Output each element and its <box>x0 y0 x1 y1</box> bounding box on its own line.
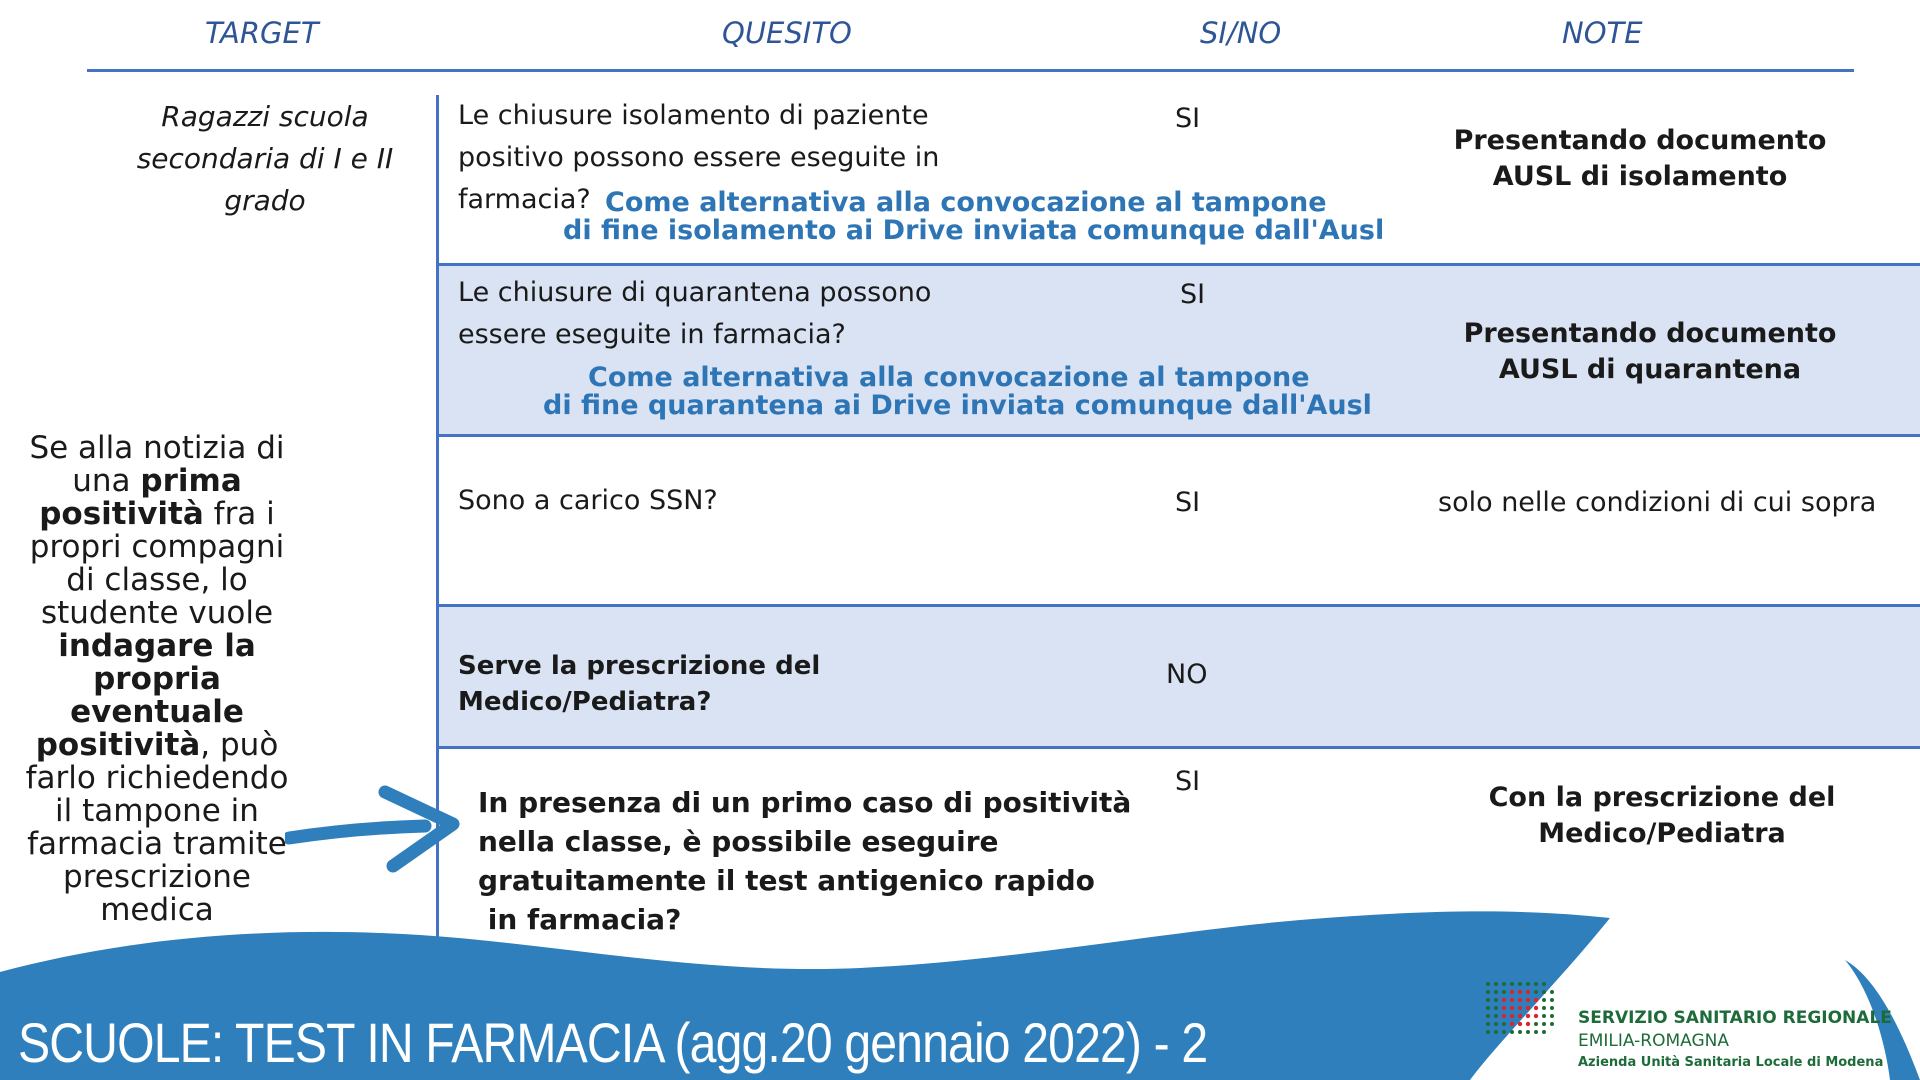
note-line: Medico/Pediatra <box>1538 818 1786 849</box>
side-line: farmacia tramite <box>27 826 287 862</box>
note-line: AUSL di isolamento <box>1492 161 1788 192</box>
answer-row-1: SI <box>1175 103 1201 134</box>
question-line: essere eseguite in farmacia? <box>458 319 846 350</box>
header-note: NOTE <box>1562 16 1643 50</box>
ssr-logo-icon <box>1482 978 1572 1068</box>
note-highlight: di fine isolamento ai Drive inviata comunque dall'Ausl <box>563 215 1385 246</box>
side-fragment-bold: prima <box>140 463 242 499</box>
answer-row-5: SI <box>1175 766 1201 797</box>
side-line: Se alla notizia di <box>29 430 285 466</box>
question-line: Serve la prescrizione del <box>458 651 821 681</box>
note-line: Con la prescrizione del <box>1488 782 1836 813</box>
question-line: gratuitamente il test antigenico rapido <box>478 864 1095 897</box>
answer-row-3: SI <box>1175 487 1201 518</box>
side-fragment: una <box>72 463 141 499</box>
side-line: di classe, lo <box>66 562 248 598</box>
note-line: Presentando documento <box>1453 125 1827 156</box>
side-line: studente vuole <box>40 595 274 631</box>
question-line: farmacia? <box>458 184 591 215</box>
note-line: Presentando documento <box>1463 318 1837 349</box>
side-fragment: fra i <box>203 496 275 532</box>
side-fragment-bold: positività <box>39 496 204 532</box>
side-line: propria <box>93 661 221 697</box>
header-target: TARGET <box>205 16 319 50</box>
note-row-3: solo nelle condizioni di cui sopra <box>1438 487 1877 518</box>
question-row-3: Sono a carico SSN? <box>458 485 718 516</box>
side-fragment: , può <box>200 727 279 763</box>
side-line: il tampone in <box>55 793 259 829</box>
side-line: eventuale <box>70 694 244 730</box>
note-highlight: di fine quarantena ai Drive inviata comunque dall'Ausl <box>543 390 1372 421</box>
note-line: AUSL di quarantena <box>1498 354 1802 385</box>
question-line: in farmacia? <box>478 903 682 936</box>
question-line: Medico/Pediatra? <box>458 687 712 717</box>
target-line: secondaria di I e II <box>136 142 394 175</box>
answer-row-4: NO <box>1166 659 1208 690</box>
target-line: Ragazzi scuola <box>161 100 369 133</box>
side-line: propri compagni <box>29 529 285 565</box>
side-line: farlo richiedendo <box>25 760 289 796</box>
answer-row-2: SI <box>1180 279 1206 310</box>
question-line: Le chiusure di quarantena possono <box>458 277 932 308</box>
logo-line-1: SERVIZIO SANITARIO REGIONALE <box>1578 1008 1892 1028</box>
side-line: indagare la <box>58 628 256 664</box>
logo-line-2: EMILIA-ROMAGNA <box>1578 1031 1730 1051</box>
question-line: In presenza di un primo caso di positività <box>478 786 1132 819</box>
question-line: Le chiusure isolamento di paziente <box>458 100 929 131</box>
page-footer-title: SCUOLE: TEST IN FARMACIA (agg.20 gennaio 2022) - 2 <box>18 1011 1208 1074</box>
logo-line-3: Azienda Unità Sanitaria Locale di Modena <box>1578 1055 1884 1070</box>
side-line: medica <box>100 892 214 928</box>
note-highlight: Come alternativa alla convocazione al tampone <box>605 187 1327 218</box>
side-fragment-bold: positività <box>35 727 201 763</box>
header-quesito: QUESITO <box>722 16 852 50</box>
question-line: nella classe, è possibile eseguire <box>478 825 999 858</box>
note-highlight: Come alternativa alla convocazione al tampone <box>588 362 1310 393</box>
target-line: grado <box>224 184 306 217</box>
question-line: positivo possono essere eseguite in <box>458 142 940 173</box>
side-line: prescrizione <box>63 859 251 895</box>
header-si-no: SI/NO <box>1200 16 1282 50</box>
